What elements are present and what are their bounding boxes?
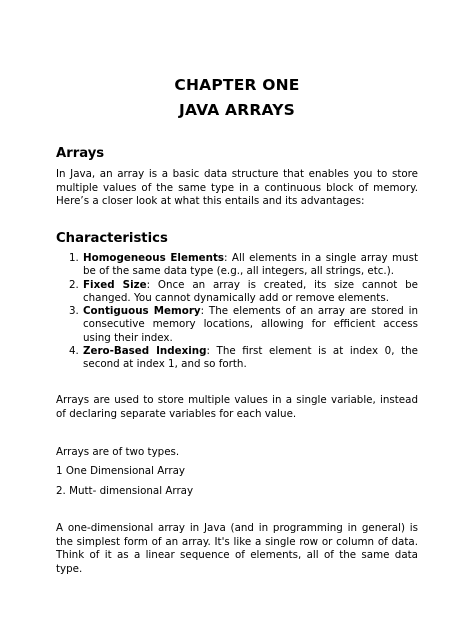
list-item-term: Contiguous Memory (83, 305, 201, 318)
array-type-one: 1 One Dimensional Array (56, 465, 185, 477)
characteristics-section-heading: Characteristics (56, 231, 168, 246)
list-item-term: Zero-Based Indexing (83, 345, 207, 358)
list-item (56, 345, 418, 372)
list-item-term: Fixed Size (83, 278, 147, 291)
arrays-section-heading: Arrays (56, 146, 105, 161)
list-item-number: 2. (69, 278, 79, 291)
list-item (56, 252, 418, 279)
list-item (56, 305, 418, 345)
list-item-text: : Once an array is created, its size cannot be changed. You cannot dynamically add or remove elements. (83, 278, 418, 304)
list-item (56, 279, 418, 306)
list-item-text: : The elements of an array are stored in consecutive memory locations, allowing for efficient access using their index. (83, 305, 418, 344)
list-item-number: 1. (69, 252, 79, 264)
list-item-term: Homogeneous Elements (83, 252, 225, 264)
array-types-intro: Arrays are of two types. (56, 446, 180, 458)
characteristics-list (56, 252, 418, 372)
one-dimensional-paragraph: A one-dimensional array in Java (and in programming in general) is the simplest form of an array. It's like a single row or column of data. Think of it as a linear sequence of elements, all of the same data type. (56, 522, 418, 575)
chapter-title-heading: JAVA ARRAYS (178, 101, 295, 119)
chapter-number-heading: CHAPTER ONE (174, 76, 300, 94)
list-item-number: 4. (69, 345, 79, 358)
array-type-two: 2. Mutt- dimensional Array (56, 485, 194, 497)
list-item-text: : The first element is at index 0, the second at index 1, and so forth. (83, 345, 418, 371)
list-item-text: : All elements in a single array must be of the same data type (e.g., all integers, all strings, etc.). (83, 252, 418, 278)
arrays-intro-paragraph: In Java, an array is a basic data structure that enables you to store multiple values of the same type in a continuous block of memory. Here’s a closer look at what this entails and its advantages: (56, 168, 418, 207)
multi-values-paragraph: Arrays are used to store multiple values in a single variable, instead of declaring separate variables for each value. (56, 394, 418, 420)
list-item-number: 3. (69, 305, 79, 318)
